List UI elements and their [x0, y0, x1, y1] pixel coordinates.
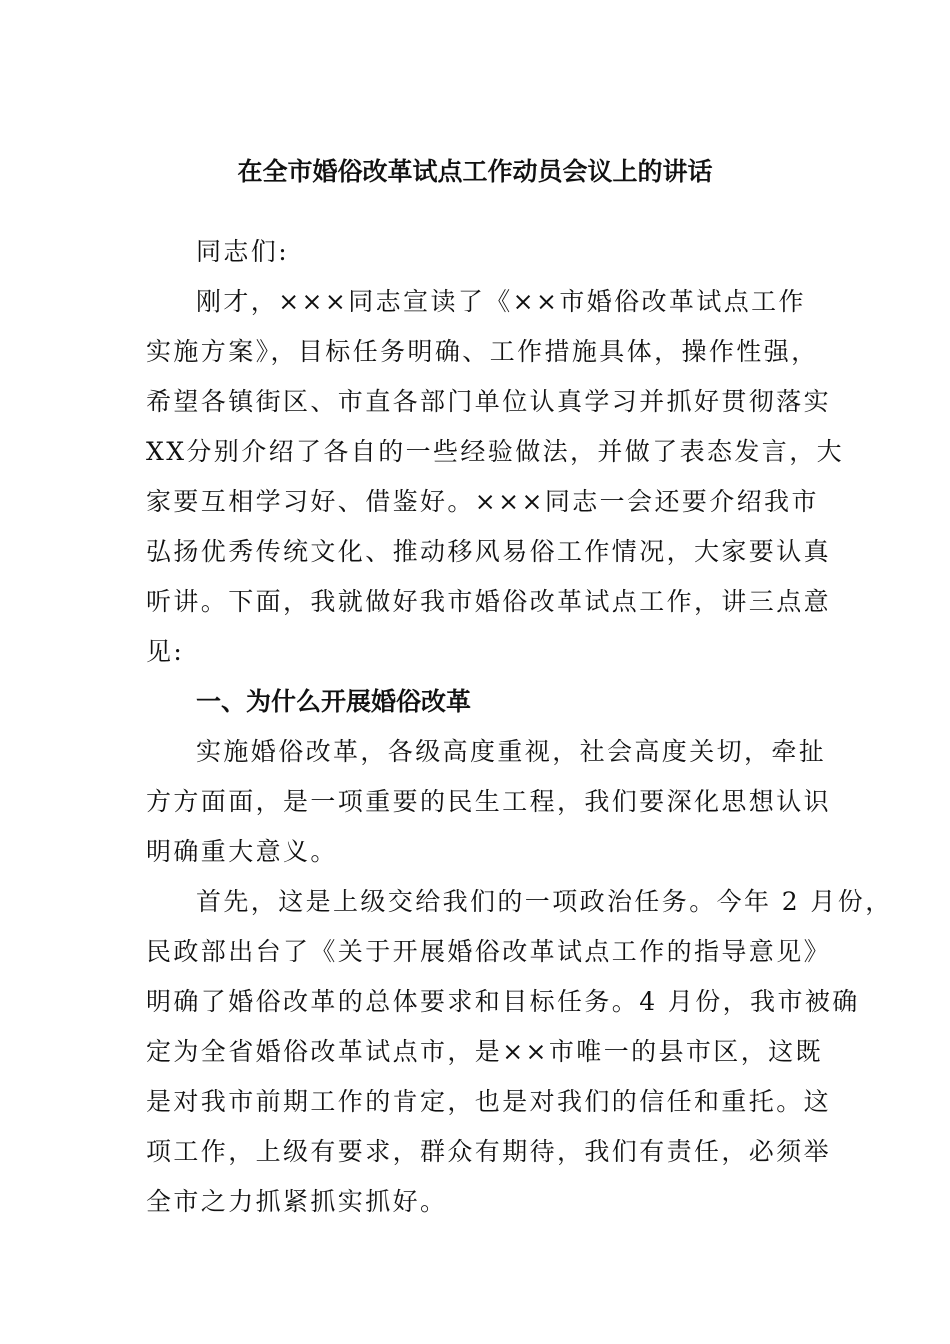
paragraph-3-line-4: 定为全省婚俗改革试点市，是××市唯一的县市区，这既	[146, 1037, 823, 1066]
paragraph-1-line-4: XX分别介绍了各自的一些经验做法，并做了表态发言，大	[146, 437, 844, 466]
paragraph-3-line-2: 民政部出台了《关于开展婚俗改革试点工作的指导意见》	[146, 937, 832, 966]
paragraph-3-line-3: 明确了婚俗改革的总体要求和目标任务。4 月份，我市被确	[146, 987, 860, 1016]
paragraph-1-line-6: 弘扬优秀传统文化、推动移风易俗工作情况，大家要认真	[146, 537, 832, 566]
paragraph-1-line-2: 实施方案》，目标任务明确、工作措施具体，操作性强，	[146, 337, 819, 366]
paragraph-3-line-6: 项工作，上级有要求，群众有期待，我们有责任，必须举	[146, 1137, 832, 1166]
paragraph-3-line-7: 全市之力抓紧抓实抓好。	[146, 1187, 448, 1216]
paragraph-1-line-8: 见:	[146, 637, 185, 666]
paragraph-1-line-1: 刚才，×××同志宣读了《××市婚俗改革试点工作	[196, 287, 806, 316]
paragraph-1-line-5: 家要互相学习好、借鉴好。×××同志一会还要介绍我市	[146, 487, 819, 516]
section-1-heading: 一、为什么开展婚俗改革	[196, 687, 472, 716]
salutation: 同志们:	[196, 237, 290, 266]
document-title: 在全市婚俗改革试点工作动员会议上的讲话	[237, 157, 713, 186]
paragraph-1-line-3: 希望各镇街区、市直各部门单位认真学习并抓好贯彻落实	[146, 387, 832, 416]
paragraph-3-line-5: 是对我市前期工作的肯定，也是对我们的信任和重托。这	[146, 1087, 832, 1116]
paragraph-3-line-1: 首先，这是上级交给我们的一项政治任务。今年 2 月份，	[196, 887, 893, 916]
paragraph-2-line-3: 明确重大意义。	[146, 837, 338, 866]
paragraph-2-line-1: 实施婚俗改革，各级高度重视，社会高度关切，牵扯	[196, 737, 827, 766]
paragraph-1-line-7: 听讲。下面，我就做好我市婚俗改革试点工作，讲三点意	[146, 587, 832, 616]
paragraph-2-line-2: 方方面面，是一项重要的民生工程，我们要深化思想认识	[146, 787, 832, 816]
